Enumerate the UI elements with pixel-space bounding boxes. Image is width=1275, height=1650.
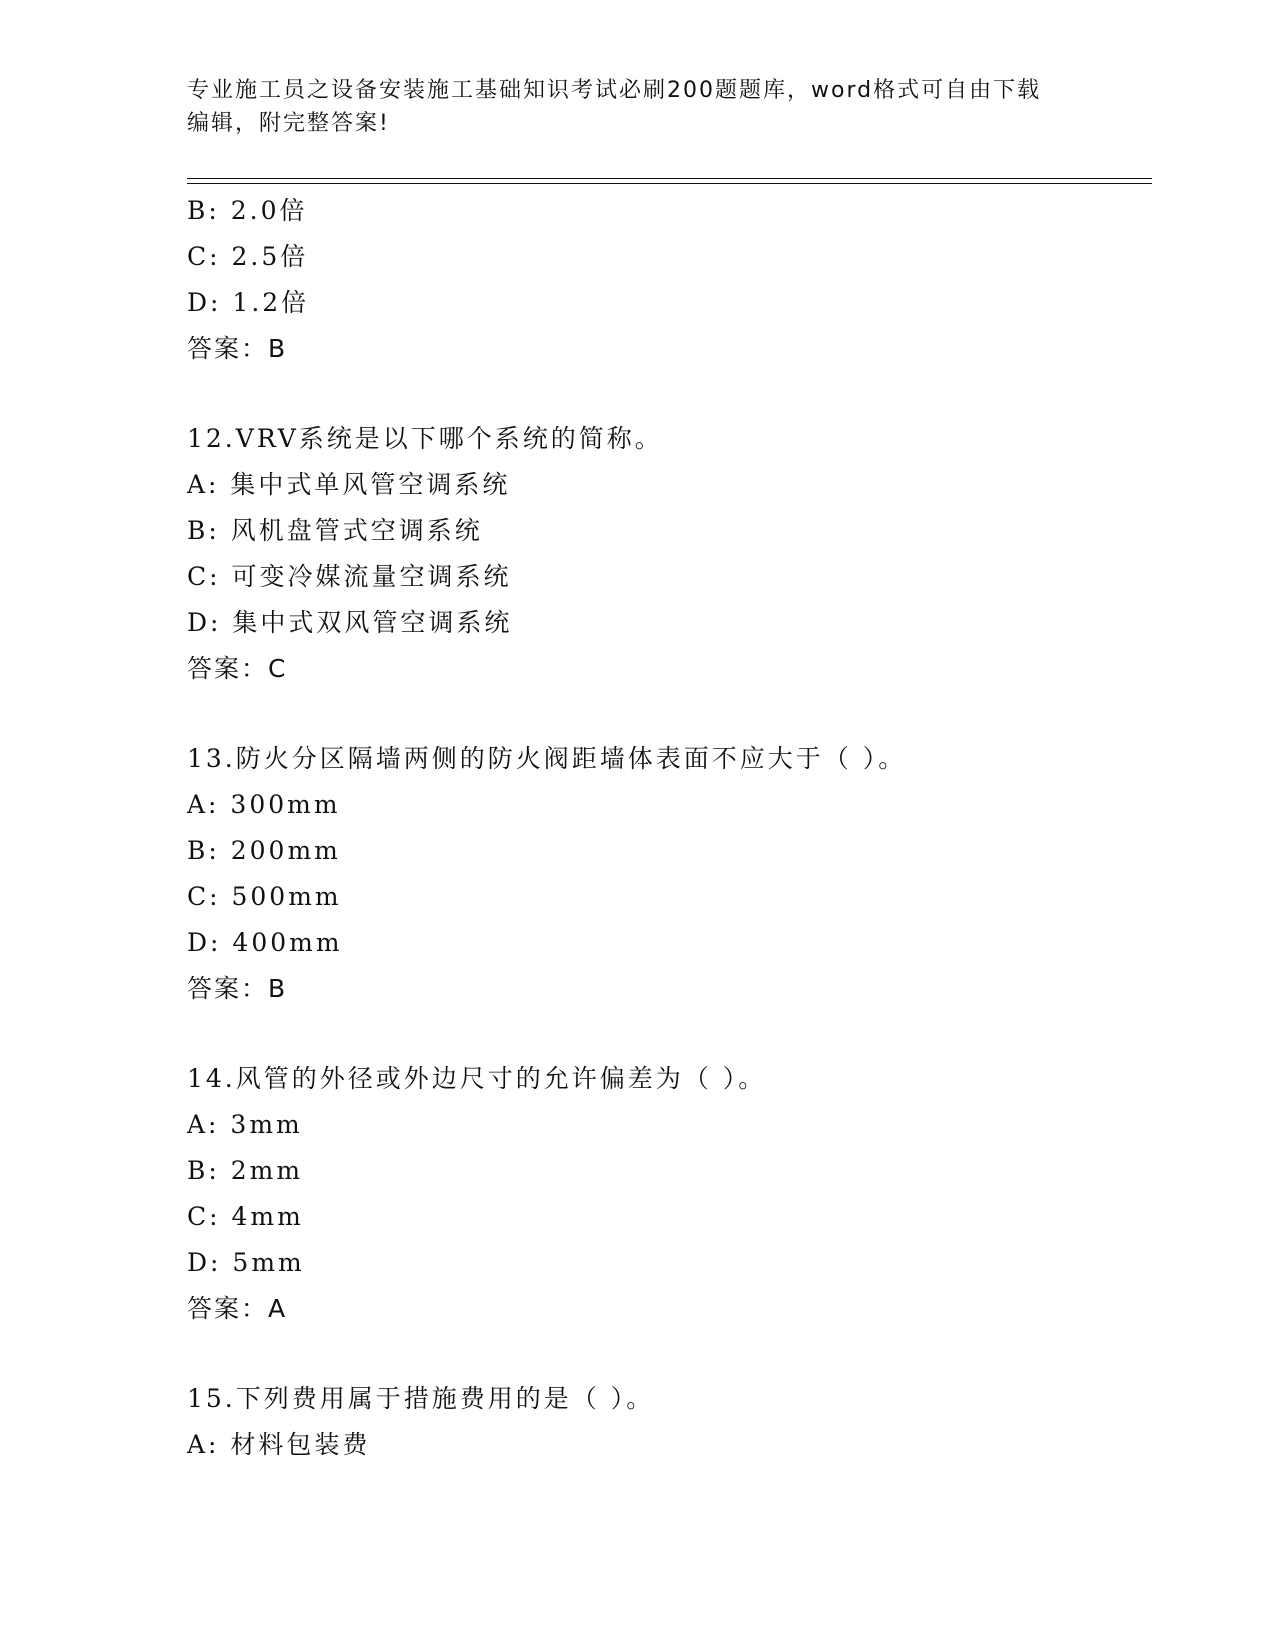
question-block-14 <box>187 1056 1147 1332</box>
document-header <box>187 74 1087 140</box>
option-b: B: 风机盘管式空调系统 <box>187 516 483 545</box>
question-block-12 <box>187 416 1147 692</box>
option-b: B: 2mm <box>187 1156 304 1185</box>
question-text: 12.VRV系统是以下哪个系统的简称。 <box>187 424 663 453</box>
option-d: D: 400mm <box>187 928 343 957</box>
option-c: C: 2.5倍 <box>187 242 309 271</box>
answer-line: 答案：B <box>187 974 288 1003</box>
option-b: B: 200mm <box>187 836 341 865</box>
option-b: B: 2.0倍 <box>187 196 308 225</box>
question-spacer <box>187 692 1147 736</box>
option-a: A: 材料包装费 <box>187 1430 371 1459</box>
answer-line: 答案：C <box>187 654 288 683</box>
header-title-line-2: 编辑，附完整答案! <box>187 111 390 136</box>
option-c: C: 4mm <box>187 1202 304 1231</box>
header-divider <box>187 178 1152 179</box>
question-block-15 <box>187 1376 1147 1468</box>
question-block-11 <box>187 188 1147 372</box>
question-text: 14.风管的外径或外边尺寸的允许偏差为（ ）。 <box>187 1064 767 1093</box>
option-d: D: 1.2倍 <box>187 288 310 317</box>
option-d: D: 5mm <box>187 1248 305 1277</box>
header-divider-secondary <box>187 183 1152 184</box>
answer-line: 答案：A <box>187 1294 288 1323</box>
question-spacer <box>187 1012 1147 1056</box>
option-d: D: 集中式双风管空调系统 <box>187 608 513 637</box>
question-list <box>187 188 1147 1468</box>
question-text: 13.防火分区隔墙两侧的防火阀距墙体表面不应大于（ ）。 <box>187 744 907 773</box>
option-c: C: 可变冷媒流量空调系统 <box>187 562 512 591</box>
question-spacer <box>187 1332 1147 1376</box>
question-text: 15.下列费用属于措施费用的是（ ）。 <box>187 1384 655 1413</box>
question-block-13 <box>187 736 1147 1012</box>
header-title-line-1: 专业施工员之设备安装施工基础知识考试必刷200题题库，word格式可自由下载 <box>187 78 1042 103</box>
option-c: C: 500mm <box>187 882 342 911</box>
answer-line: 答案：B <box>187 334 288 363</box>
option-a: A: 集中式单风管空调系统 <box>187 470 511 499</box>
option-a: A: 3mm <box>187 1110 303 1139</box>
question-spacer <box>187 372 1147 416</box>
option-a: A: 300mm <box>187 790 341 819</box>
